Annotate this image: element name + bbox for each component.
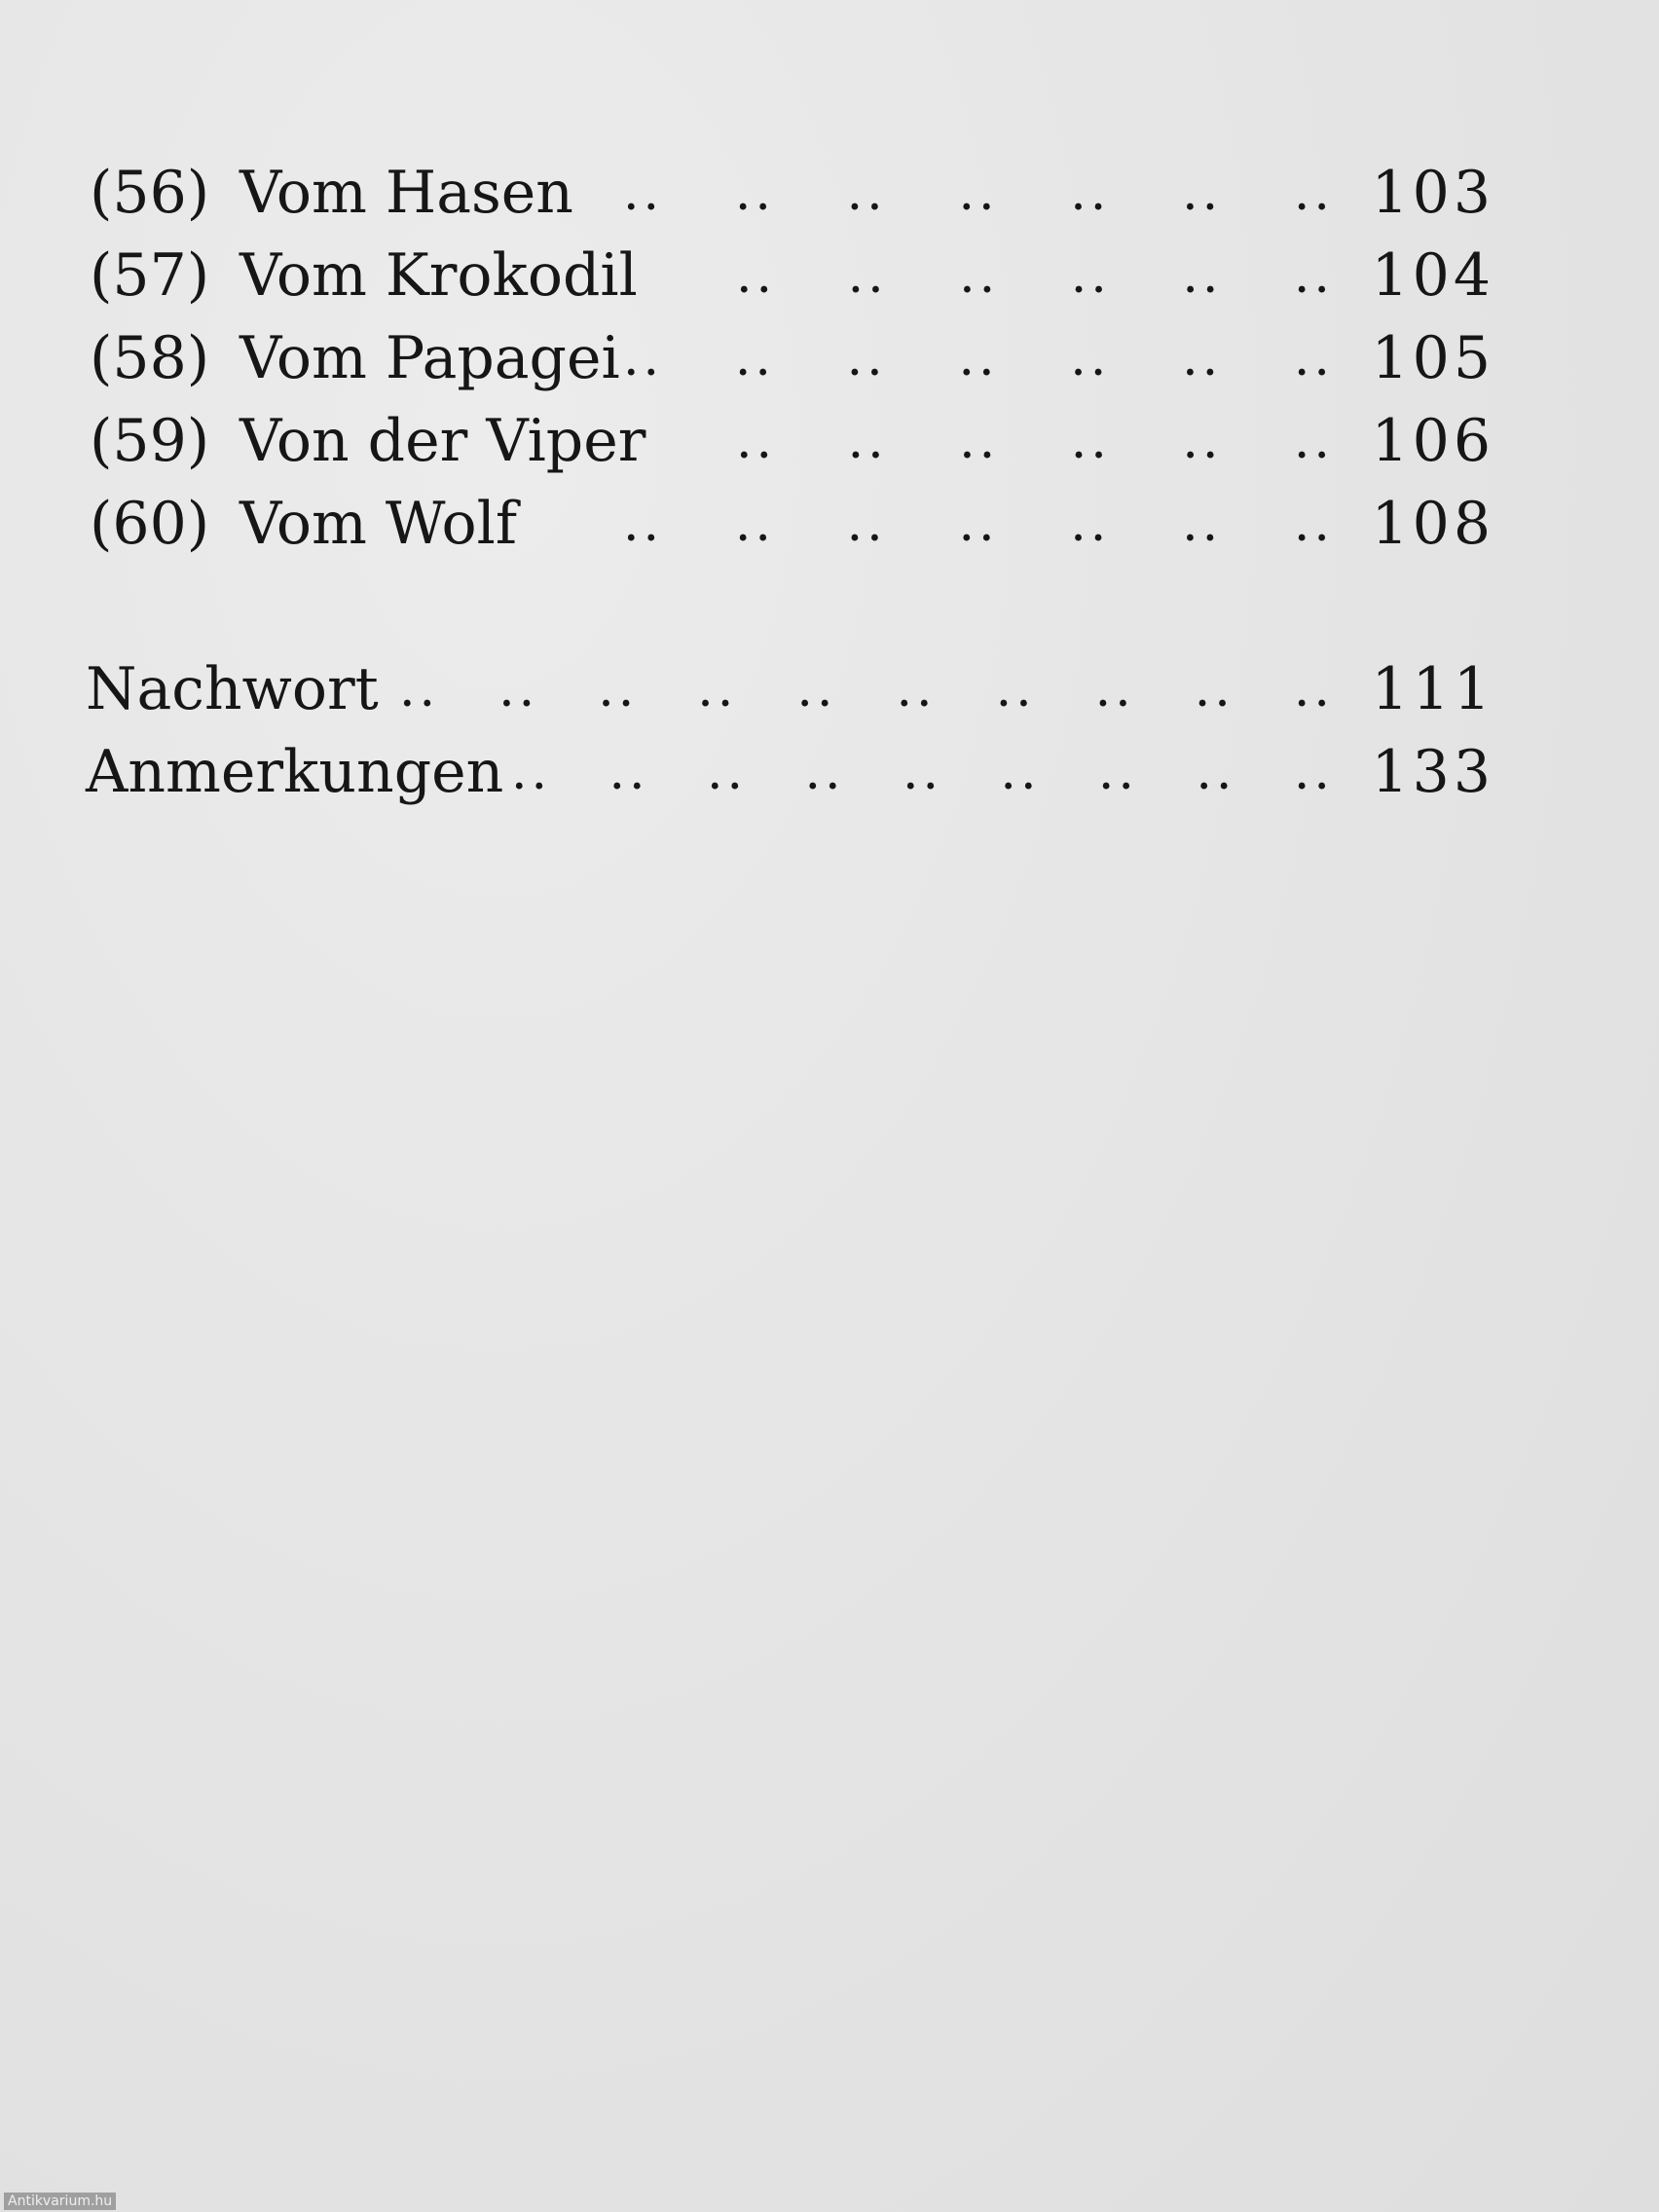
dot-leader: .. .. .. .. .. .. (736, 412, 1334, 470)
toc-entry-57 (0, 234, 1494, 317)
toc-entry-title: Vom Hasen (240, 159, 573, 227)
dot-leader: .. .. .. .. .. .. .. (623, 164, 1334, 222)
toc-entry-title: Von der Viper (240, 407, 646, 475)
toc-entry-page: 105 (1371, 324, 1494, 392)
toc-entry-title: Vom Papagei (240, 324, 620, 392)
toc-entry-page: 111 (1371, 655, 1494, 723)
dot-leader: .. .. .. .. .. .. .. .. .. .. (399, 660, 1334, 719)
dot-leader: .. .. .. .. .. .. .. (623, 495, 1334, 553)
toc-entry-title: Vom Krokodil (240, 241, 638, 310)
toc-entry-number: (60) (90, 490, 210, 558)
toc-entry-title: Anmerkungen (86, 738, 504, 806)
toc-entry-60 (0, 482, 1494, 566)
toc-entry-number: (59) (90, 407, 210, 475)
toc-entry-title: Vom Wolf (240, 490, 518, 558)
dot-leader: .. .. .. .. .. .. (736, 246, 1334, 305)
watermark-logo: Antikvarium.hu (4, 2193, 116, 2210)
toc-nachwort (0, 647, 1494, 731)
toc-entry-title: Nachwort (86, 655, 379, 723)
toc-entry-56 (0, 151, 1494, 235)
dot-leader: .. .. .. .. .. .. .. .. .. (511, 743, 1334, 801)
toc-entry-page: 106 (1371, 407, 1494, 475)
toc-entry-page: 103 (1371, 159, 1494, 227)
toc-entry-number: (57) (90, 241, 210, 310)
toc-entry-number: (56) (90, 159, 210, 227)
toc-anmerkungen (0, 730, 1494, 814)
toc-entry-page: 108 (1371, 490, 1494, 558)
toc-entry-number: (58) (90, 324, 210, 392)
toc-entry-59 (0, 399, 1494, 483)
toc-entry-page: 104 (1371, 241, 1494, 310)
toc-entry-page: 133 (1371, 738, 1494, 806)
toc-entry-58 (0, 316, 1494, 400)
dot-leader: .. .. .. .. .. .. .. (623, 329, 1334, 387)
